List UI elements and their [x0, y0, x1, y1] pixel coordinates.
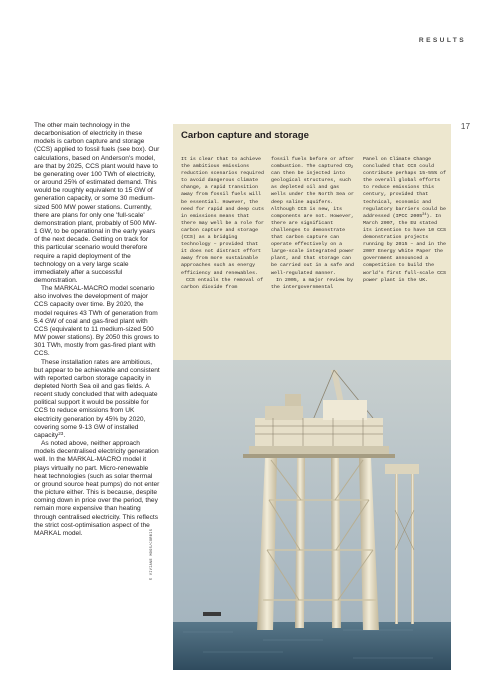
paragraph: The other main technology in the decarbonisation of electricity in these models is carbon capture and storage (CCS) applied to fossil fuels (see box). Our calculations, based on Anderson's model, are that by 2025, CCS plant would have to be generating over 100 TWh of electricity, or around 25% of estimated demand. This would be roughly equivalent to 15 GW of generation capacity, or some 30 medium-sized 500 MW power stations. Currently, there are plans for only one 'full-scale' demonstration plant, probably of 500 MW-1 GW, to be operational in the early years of the next decade. Getting on track for this particular scenario would therefore require a rapid deployment of the technology on a very large scale immediately after a successful demonstration. — [34, 122, 160, 284]
box-column-2 — [271, 156, 355, 291]
box-text: Panel on Climate Change concluded that CCS could contribute perhaps 15-55% of the overall global efforts to reduce emissions this century, provided that technical, economic and regulatory barriers could be addressed (IPCC 2005 — [363, 157, 446, 219]
box-title: Carbon capture and storage — [181, 130, 309, 141]
page-number: 17 — [460, 122, 470, 131]
box-paragraph: CCS entails the removal of carbon dioxide from — [181, 277, 264, 290]
offshore-platform-photo — [173, 360, 451, 670]
box-paragraph — [363, 156, 447, 284]
paragraph: These installation rates are ambitious, but appear to be achievable and consistent with reported carbon storage capacity in depleted North Sea oil and gas fields. A recent study concluded that with adequate political support it would be possible for CCS to reduce emissions from UK electricity generation by 45% by 2020, covering some 9-13 GW of installed capacity$^{23}$. — [34, 358, 160, 439]
subscript: 2 — [351, 166, 354, 171]
box-paragraph — [271, 156, 355, 277]
photo-credit: © VIVIANE MOOS/CORBIS — [150, 528, 154, 580]
superscript: 24 — [422, 212, 427, 217]
paragraph: As noted above, neither approach models decentralised electricity generation well. In the MARKAL-MACRO model it plays virtually no part. Micro-renewable heat technologies (such as solar thermal or ground source heat pumps) do not enter the picture either. This is because, despite coming down in price over the period, they remain more expensive than heating through centralised electricity. This reflects the strict cost-optimisation aspect of the MARKAL model. — [34, 440, 160, 537]
ccs-box — [173, 124, 451, 670]
paragraph: The MARKAL-MACRO model scenario also involves the development of major CCS capacity over time. By 2020, the model requires 43 TWh of generation from 5.4 GW of coal and gas-fired plant with CCS (equivalent to 11 medium-sized 500 MW power stations). By 2050 this grows to 301 TWh, mostly from gas-fired plant with CCS. — [34, 285, 159, 358]
body-text-column — [34, 122, 160, 538]
box-text: can then be injected into geological structures, such as depleted oil and gas wells under the North Sea or deep saline aquifers. Although CCS is new, its components are not. However, there are significant challenges to demonstrate that carbon capture can operate effectively on a large-scale integrated power plant, and that storage can be carried out in a safe and well-regulated manner. — [271, 171, 354, 276]
box-paragraph: It is clear that to achieve the ambitious emissions reduction scenarios required to avoid dangerous climate change, a rapid transition away from fossil fuels will be essential. However, the need for rapid and deep cuts in emissions means that there may well be a role for carbon capture and storage (CCS) as a bridging technology – provided that it does not distract effort away from more sustainable approaches such as energy efficiency and renewables. — [181, 157, 264, 276]
paragraph-text: These installation rates are ambitious, but appear to be achievable and consistent with reported carbon storage capacity in depleted North Sea oil and gas fields. A recent study concluded that with adequate political support it would be possible for CCS to reduce emissions from UK electricity generation by 45% by 2020, covering some 9-13 GW of installed capacity — [34, 358, 160, 439]
box-text: ). In March 2007, the EU stated its intention to have 10 CCS demonstration projects running by 2015 – and in the 2007 Energy White Paper the government announced a competition to build the world's first full-scale CCS power plant in the UK. — [363, 213, 446, 283]
section-label: RESULTS — [418, 37, 466, 44]
footnote-ref: 23 — [58, 430, 64, 436]
box-text: fossil fuels before or after combustion. The captured CO — [271, 157, 354, 170]
box-paragraph: In 2005, a major review by the intergovernmental — [271, 277, 354, 290]
box-column-3 — [363, 156, 447, 284]
box-column-1 — [181, 156, 265, 291]
